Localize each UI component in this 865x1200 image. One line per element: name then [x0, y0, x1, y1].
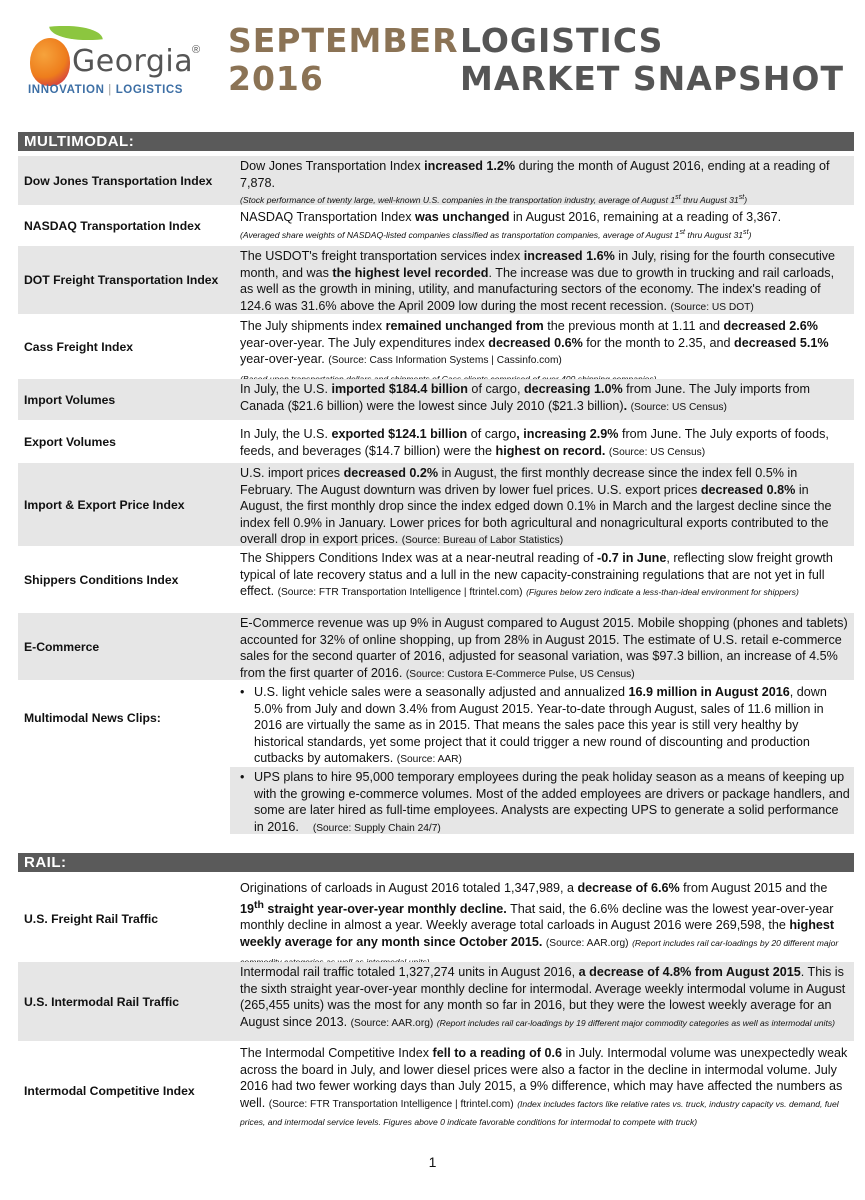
table-row	[18, 316, 854, 378]
row-text: The Shippers Conditions Index was at a near-neutral reading of -0.7 in June, reflecting slow freight growth typical of late recovery status and a lull in the new capacity-constraining regulations that are not yet in full effect. (Source: FTR Transportation Intelligence | ftrintel.com) (Figures below zero indicate a less-than-ideal environment for shippers)	[240, 551, 833, 599]
row-label: Export Volumes	[24, 434, 116, 449]
table-row	[18, 962, 854, 1042]
list-item: • UPS plans to hire 95,000 temporary employees during the peak holiday season as a means of keeping up with the growing e-commerce volumes. Most of the added employees are drivers or package handlers, and some are later hired as full-time employees. Analysts are expecting UPS to generate a solid performance in 2016. (Source: Supply Chain 24/7)	[230, 767, 854, 834]
page-number: 1	[428, 1154, 437, 1170]
report-date: SEPTEMBER 2016	[228, 21, 459, 98]
row-label: U.S. Intermodal Rail Traffic	[24, 994, 180, 1009]
georgia-logo	[24, 18, 214, 100]
row-text: Dow Jones Transportation Index increased 1.2% during the month of August 2016, ending at a reading of 7,878. (Stock performance of twenty large, well-known U.S. companies in the transportation industry, average of August 1st thru August 31st)	[240, 159, 830, 206]
table-row	[18, 613, 854, 681]
table-row	[18, 548, 854, 612]
logo-registered-mark: ®	[192, 44, 201, 56]
row-text: Originations of carloads in August 2016 totaled 1,347,989, a decrease of 6.6% from August 2015 and the 19th straight year-over-year monthly decline. That said, the 6.6% decline was the lowest year-over-year monthly decline in almost a year. Weekly average total carloads in August 2016 were 269,598, the highest weekly average for any month since October 2015. (Source: AAR.org) (Report includes rail car-loadings by 20 different major	[240, 881, 839, 949]
list-item: • U.S. light vehicle sales were a seasonally adjusted and annualized 16.9 million in August 2016, down 5.0% from July and down 3.4% from August 2015. Year-to-date through August, sales of 11.6 million in 2016 are virtually the same as in 2015. That means the sales pace this year is still very healthy by historical standards, yet some project that it could trigger a new round of discounting and production cutbacks by automakers. (Source: AAR)	[230, 682, 854, 771]
table-row	[18, 1043, 854, 1139]
row-label: Import Volumes	[24, 392, 116, 407]
logo-tagline: INNOVATION | LOGISTICS	[28, 84, 184, 96]
row-label: Shippers Conditions Index	[24, 572, 179, 587]
row-label: Intermodal Competitive Index	[24, 1083, 195, 1098]
row-label: DOT Freight Transportation Index	[24, 273, 219, 287]
table-row	[18, 379, 854, 421]
row-text: The Intermodal Competitive Index fell to a reading of 0.6 in July. Intermodal volume was unexpectedly weak across the board in July, and lower diesel prices were also a factor in the decline in intermodal volume. July 2016 had two fewer working days than July 2015, a 9% difference, which may have affected the numbers as well. (Source: FTR Transportation Intelligence | ftrintel.com) (Index includes factors like relative rates vs. truck, industry capacity vs. demand, fuel prices, and intermodal service levels. Figures above 0 indicate favorable conditions for intermodal to compete with truck)	[240, 1046, 848, 1128]
row-text: E-Commerce revenue was up 9% in August compared to August 2015. Mobile shopping (phones and tablets) accounted for 32% of online shopping, up from 28% in August 2015. The estimate of U.S. retail e-commerce sales for the second quarter of 2016, adjusted for seasonal variation, was $97.3 billion, an increase of 4.5% from the first quarter of 2016. (Source: Custora E-Commerce Pulse, US Census)	[240, 616, 848, 680]
section-bar-rail: RAIL:	[18, 853, 854, 872]
row-text: U.S. import prices decreased 0.2% in August, the first monthly decrease since the index fell 0.5% in February. The August downturn was driven by lower fuel prices. U.S. export prices decreased 0.8% in August, the first monthly drop since the index edged down 0.1% in March and the largest decline since the index fell 0.9% in January. Lower prices for both agricultural and nonagricultural exports contributed to the overall drop in export prices. (Source: Bureau of Labor Statistics)	[240, 466, 832, 547]
row-text: The USDOT's freight transportation services index increased 1.6% in July, rising for the fourth consecutive month, and was the highest level recorded. The increase was due to growth in trucking and rail carloads, as well as the growth in mining, utility, and manufacturing sectors of the economy. The index's reading of 124.6 was 31.6% above the April 2009 low during the most recent recession. (Source: US DOT)	[240, 249, 836, 313]
row-label: Dow Jones Transportation Index	[24, 173, 213, 188]
table-row	[18, 207, 854, 245]
section-bar-multimodal: MULTIMODAL:	[18, 132, 854, 151]
news-clips-row	[18, 682, 854, 834]
row-text: Intermodal rail traffic totaled 1,327,274 units in August 2016, a decrease of 4.8% from August 2015. This is the sixth straight year-over-year monthly decline for intermodal. Average weekly intermodal volume in August (265,455 units) was the most for any month so far in 2016, but they were the lowest weekly average for an August since 2013. (Source: AAR.org) (Report includes rail car-loadings by 19 different major commodity categories as well as intermodal units)	[240, 965, 846, 1029]
row-text: NASDAQ Transportation Index was unchanged in August 2016, remaining at a reading of 3,367. (Averaged share weights of NASDAQ-listed companies classified as transportation companies, average of August 1st thru August 31st)	[240, 210, 782, 240]
row-label: E-Commerce	[24, 639, 100, 654]
report-title: LOGISTICS MARKET SNAPSHOT	[460, 21, 844, 98]
peach-icon	[30, 38, 70, 86]
table-row	[18, 422, 854, 462]
row-label: Import & Export Price Index	[24, 497, 185, 512]
row-text: The July shipments index remained unchanged from the previous month at 1.11 and decreased 2.6% year-over-year. The July expenditures index decreased 0.6% for the month to 2.35, and decreased 5.1% year-over-year. (Source: Cass Information Systems | Cassinfo.com)	[240, 319, 829, 367]
table-row	[18, 156, 854, 206]
row-label: NASDAQ Transportation Index	[24, 218, 201, 233]
table-row	[18, 246, 854, 315]
table-row	[18, 463, 854, 547]
logo-word: Georgia	[72, 44, 194, 79]
table-row	[18, 878, 854, 961]
row-label: Cass Freight Index	[24, 339, 134, 354]
row-label: U.S. Freight Rail Traffic	[24, 912, 159, 926]
row-label: Multimodal News Clips:	[24, 711, 161, 725]
row-text: In July, the U.S. imported $184.4 billion of cargo, decreasing 1.0% from June. The July imports from Canada ($21.6 billion) were the lowest since July 2010 ($21.3 billion). (Source: US Census)	[240, 382, 810, 413]
row-text: In July, the U.S. exported $124.1 billion of cargo, increasing 2.9% from June. The July exports of foods, feeds, and beverages ($14.7 billion) were the highest on record. (Source: US Census)	[240, 427, 829, 458]
